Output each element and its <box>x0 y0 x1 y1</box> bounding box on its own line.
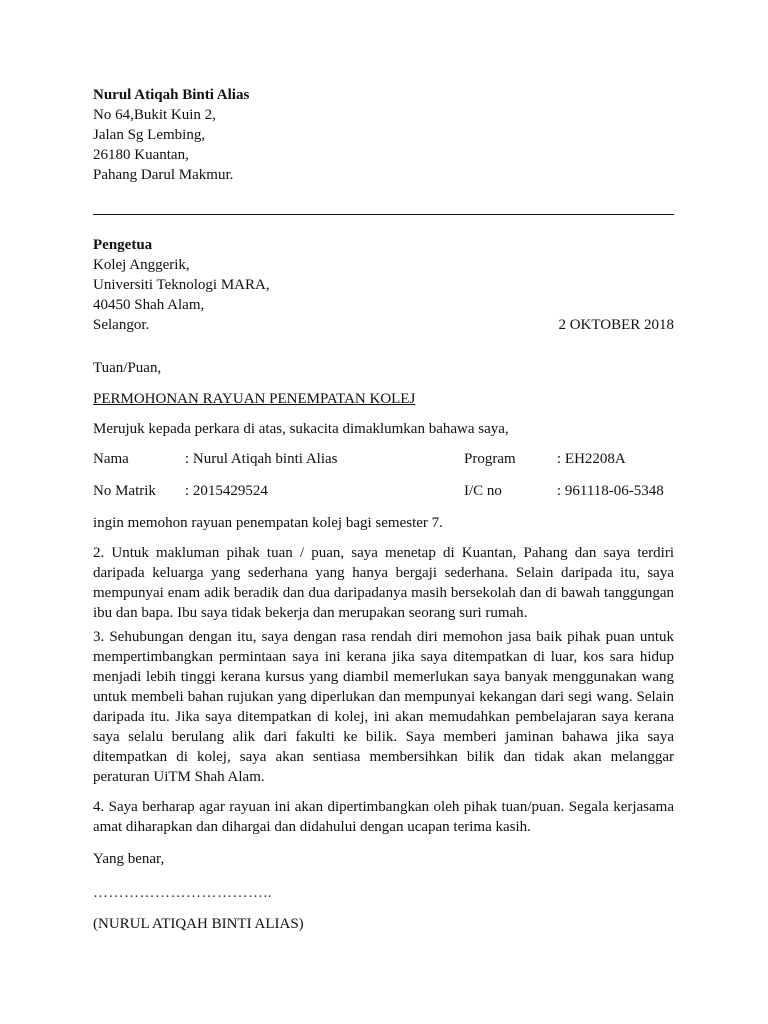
letter-subject: PERMOHONAN RAYUAN PENEMPATAN KOLEJ <box>93 391 416 407</box>
intro-line: Merujuk kepada perkara di atas, sukacita dimaklumkan bahawa saya, <box>93 421 509 437</box>
recipient-address-line: Universiti Teknologi MARA, <box>93 277 270 293</box>
recipient-address-line: Selangor. <box>93 317 150 333</box>
recipient-last-line-row <box>93 315 674 335</box>
request-line: ingin memohon rayuan penempatan kolej bagi semester 7. <box>93 515 443 531</box>
paragraph-4: 4. Saya berharap agar rayuan ini akan dipertimbangkan oleh pihak tuan/puan. Segala kerjasama amat diharapkan dan dihargai dan didahului dengan ucapan terima kasih. <box>93 799 674 835</box>
detail-label: Nama <box>93 451 129 467</box>
recipient-block <box>93 235 674 335</box>
sender-address-line: 26180 Kuantan, <box>93 147 189 163</box>
sender-address-line: No 64,Bukit Kuin 2, <box>93 107 216 123</box>
signatory-name: (NURUL ATIQAH BINTI ALIAS) <box>93 916 304 932</box>
header-divider <box>93 214 674 215</box>
detail-value: : 961118-06-5348 <box>557 483 664 499</box>
sender-address-line: Pahang Darul Makmur. <box>93 167 234 183</box>
sender-block <box>93 85 249 185</box>
detail-label: No Matrik <box>93 483 156 499</box>
detail-row-name <box>93 449 674 469</box>
sender-name: Nurul Atiqah Binti Alias <box>93 87 250 103</box>
detail-label: Program <box>464 451 516 467</box>
recipient-title: Pengetua <box>93 237 153 253</box>
paragraph-3: 3. Sehubungan dengan itu, saya dengan rasa rendah diri memohon jasa baik pihak puan untuk mempertimbangkan permintaan saya ini kerana jika saya ditempatkan di luar, kos sara hidup menjadi lebih tinggi kerana kursus yang diambil memerlukan saya banyak menggunakan wang untuk membeli bahan rujukan yang diperlukan dan mempunyai kekangan dari segi wang. Selain daripada itu. Jika saya ditempatkan di kolej, ini akan memudahkan pembelajaran saya kerana saya selalu berulang alik dari fakulti ke bilik. Saya memberi jaminan bahawa jika saya ditempatkan di kolej, saya akan sentiasa membersihkan bilik dan tidak akan melanggar peraturan UiTM Shah Alam. <box>93 629 674 785</box>
detail-value: : EH2208A <box>557 451 626 467</box>
letter-date: 2 OKTOBER 2018 <box>558 317 674 333</box>
salutation: Tuan/Puan, <box>93 360 162 376</box>
detail-row-matric <box>93 481 674 501</box>
signature-line: …………………………….. <box>93 885 272 901</box>
detail-value: : Nurul Atiqah binti Alias <box>185 451 338 467</box>
detail-value: : 2015429524 <box>185 483 268 499</box>
sender-address-line: Jalan Sg Lembing, <box>93 127 206 143</box>
detail-label: I/C no <box>464 483 502 499</box>
paragraph-2: 2. Untuk makluman pihak tuan / puan, saya menetap di Kuantan, Pahang dan saya terdiri daripada keluarga yang sederhana yang hanya bergaji sederhana. Selain daripada itu, saya mempunyai enam adik beradik dan dua daripadanya masih bersekolah dan di bawah tanggungan ibu dan bapa. Ibu saya tidak bekerja dan merupakan seorang suri rumah. <box>93 545 674 621</box>
recipient-address-line: Kolej Anggerik, <box>93 257 190 273</box>
recipient-address-line: 40450 Shah Alam, <box>93 297 205 313</box>
closing: Yang benar, <box>93 851 165 867</box>
